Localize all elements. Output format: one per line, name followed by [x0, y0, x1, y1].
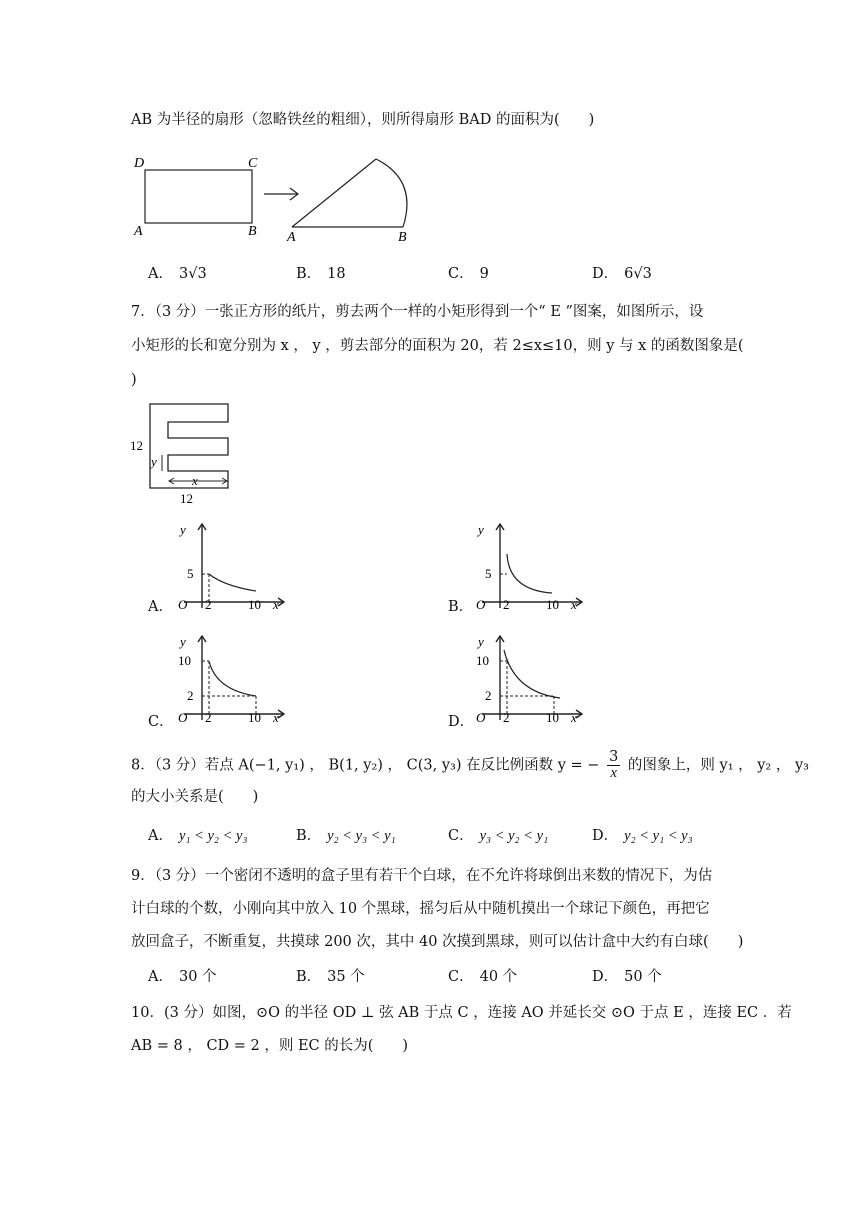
label-B: B: [248, 224, 257, 239]
e-y: y: [151, 454, 157, 469]
q8-option-d[interactable]: D． y₂ < y₁ < y₃: [592, 828, 693, 844]
svg-text:y: y: [478, 634, 484, 649]
label-D: D: [134, 156, 145, 171]
svg-text:10: 10: [546, 597, 559, 612]
svg-text:O: O: [178, 710, 188, 725]
svg-text:y: y: [180, 522, 186, 537]
q8-option-b[interactable]: B． y₂ < y₃ < y₁: [296, 828, 396, 844]
e-bottom-12: 12: [180, 491, 193, 506]
q8-option-c[interactable]: C． y₃ < y₂ < y₁: [448, 828, 549, 844]
q7-option-a[interactable]: A．: [148, 599, 173, 615]
svg-text:O: O: [476, 710, 486, 725]
svg-text:5: 5: [485, 566, 492, 581]
q7-option-b[interactable]: B．: [448, 599, 474, 615]
label-A: A: [134, 224, 143, 239]
label-A2: A: [287, 230, 296, 242]
q7-option-c[interactable]: C．: [148, 714, 174, 730]
q9-option-b[interactable]: B． 35 个: [296, 969, 365, 985]
q8-stem-line-1: 8．（3 分）若点 A(−1, y₁) ， B(1, y₂) ， C(3, y₃) 在反比例函数 y = − $\frac{3}{x}$ 的图象上，则 y₁ ， y₂ ， y₃: [131, 749, 809, 781]
e-x: x: [192, 473, 198, 488]
svg-text:x: x: [571, 597, 577, 612]
q6-option-a[interactable]: A． 3√3: [148, 266, 207, 282]
q9-stem-line-1: 9．（3 分）一个密闭不透明的盒子里有若干个白球，在不允许将球倒出来数的情况下，为估: [131, 868, 713, 884]
e-left-12: 12: [130, 438, 143, 453]
q7-stem-line-1: 7．（3 分）一张正方形的纸片，剪去两个一样的小矩形得到一个“ E ”图案，如图所示，设: [131, 304, 704, 320]
q7-graph-d[interactable]: [470, 630, 590, 728]
label-C: C: [248, 156, 258, 171]
svg-text:x: x: [273, 710, 279, 725]
svg-text:2: 2: [205, 597, 212, 612]
q9-option-a[interactable]: A． 30 个: [148, 969, 217, 985]
q6-option-c[interactable]: C． 9: [448, 266, 489, 282]
q6-figure: [130, 150, 430, 242]
svg-text:2: 2: [485, 688, 492, 703]
q7-graph-c[interactable]: [172, 630, 292, 728]
q6-option-d[interactable]: D． 6√3: [592, 266, 652, 282]
svg-text:x: x: [273, 597, 279, 612]
svg-text:2: 2: [503, 597, 510, 612]
q7-graph-a[interactable]: [172, 518, 292, 614]
q7-option-d[interactable]: D．: [448, 714, 475, 730]
svg-text:y: y: [180, 634, 186, 649]
q7-graph-b[interactable]: [470, 518, 590, 614]
svg-text:2: 2: [205, 710, 212, 725]
svg-text:5: 5: [187, 566, 194, 581]
svg-text:O: O: [476, 597, 486, 612]
label-B2: B: [398, 230, 407, 242]
svg-text:x: x: [571, 710, 577, 725]
q8-stem-line-2: 的大小关系是( ): [131, 789, 259, 805]
svg-text:2: 2: [503, 710, 510, 725]
q9-option-d[interactable]: D． 50 个: [592, 969, 662, 985]
q7-e-figure: [128, 400, 238, 508]
q7-stem-line-2: 小矩形的长和宽分别为 x ， y ，剪去部分的面积为 20，若 2≤x≤10，则 y 与 x 的函数图象是(: [131, 338, 744, 354]
q8-fraction: $\frac{3}{x}$: [609, 749, 619, 781]
svg-text:10: 10: [248, 710, 261, 725]
svg-text:10: 10: [546, 710, 559, 725]
q9-stem-line-3: 放回盒子，不断重复，共摸球 200 次，其中 40 次摸到黑球，则可以估计盒中大约有白球( ): [131, 934, 744, 950]
svg-text:2: 2: [187, 688, 194, 703]
svg-text:10: 10: [476, 653, 489, 668]
q8-option-a[interactable]: A． y₁ < y₂ < y₃: [148, 828, 248, 844]
q9-stem-line-2: 计白球的个数，小刚向其中放入 10 个黑球，摇匀后从中随机摸出一个球记下颜色，再把它: [131, 901, 710, 917]
q6-option-b[interactable]: B． 18: [296, 266, 346, 282]
q10-stem-line-1: 10．(3 分）如图，⊙O 的半径 OD ⊥ 弦 AB 于点 C ，连接 AO 并延长交 ⊙O 于点 E ，连接 EC ．若: [131, 1005, 792, 1021]
svg-text:y: y: [478, 522, 484, 537]
q9-option-c[interactable]: C． 40 个: [448, 969, 518, 985]
q10-stem-line-2: AB = 8 ， CD = 2 ，则 EC 的长为( ): [131, 1038, 409, 1054]
svg-text:10: 10: [248, 597, 261, 612]
q7-stem-line-3: ): [131, 372, 137, 388]
q6-stem-line: AB 为半径的扇形（忽略铁丝的粗细），则所得扇形 BAD 的面积为( ): [131, 112, 595, 128]
svg-text:O: O: [178, 597, 188, 612]
svg-text:10: 10: [178, 653, 191, 668]
